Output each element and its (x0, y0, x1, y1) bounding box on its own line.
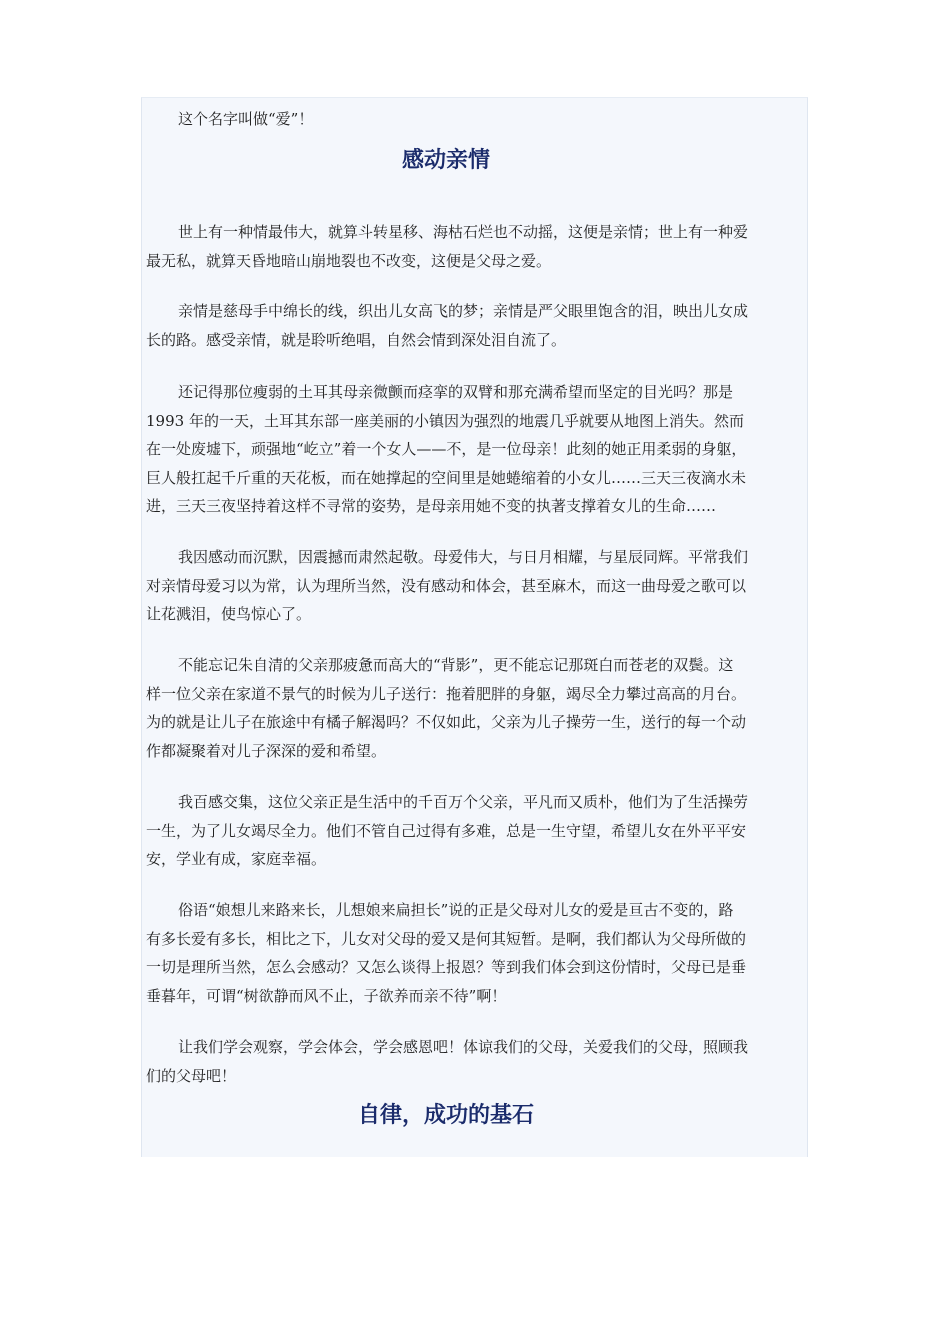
intro-line: 这个名字叫做“爱”！ (178, 110, 314, 128)
paragraph-line: 最无私，就算天昏地暗山崩地裂也不改变，这便是父母之爱。 (146, 251, 552, 270)
paragraph-line: 我百感交集，这位父亲正是生活中的千百万个父亲，平凡而又质朴，他们为了生活操劳 (178, 793, 749, 811)
paragraph-7 (146, 896, 746, 1010)
paragraph-line: 不能忘记朱自清的父亲那疲惫而高大的“背影”，更不能忘记那斑白而苍老的双鬓。这 (178, 656, 734, 674)
paragraph-line: 我因感动而沉默，因震撼而肃然起敬。母爱伟大，与日月相耀，与星辰同辉。平常我们 (178, 548, 749, 566)
paragraph-line: 巨人般扛起千斤重的天花板，而在她撑起的空间里是她蜷缩着的小女儿……三天三夜滴水未 (146, 468, 747, 487)
section-title-self-discipline: 自律，成功的基石 (357, 1103, 534, 1128)
paragraph-line: 进，三天三夜坚持着这样不寻常的姿势，是母亲用她不变的执著支撑着女儿的生命…… (146, 497, 717, 515)
paragraph-line: 让花溅泪，使鸟惊心了。 (146, 605, 312, 623)
paragraph-2 (146, 297, 748, 354)
paragraph-line: 对亲情母爱习以为常，认为理所当然，没有感动和体会，甚至麻木，而这一曲母爱之歌可以 (146, 576, 747, 595)
paragraph-line: 为的就是让儿子在旅途中有橘子解渴吗？不仅如此，父亲为儿子操劳一生，送行的每一个动 (146, 713, 747, 731)
paragraph-line: 1993 年的一天，土耳其东部一座美丽的小镇因为强烈的地震几乎就要从地图上消失。然而 (146, 411, 744, 430)
paragraph-line: 在一处废墟下，顽强地“屹立”着一个女人——不，是一位母亲！此刻的她正用柔弱的身躯， (146, 440, 747, 458)
paragraph-line: 让我们学会观察，学会体会，学会感恩吧！体谅我们的父母，关爱我们的父母，照顾我 (178, 1038, 749, 1056)
paragraph-line: 还记得那位瘦弱的土耳其母亲微颤而痉挛的双臂和那充满希望而坚定的目光吗？那是 (178, 383, 734, 401)
paragraph-line: 样一位父亲在家道不景气的时候为儿子送行：拖着肥胖的身躯，竭尽全力攀过高高的月台。 (146, 684, 747, 703)
paragraph-line: 俗语“娘想儿来路来长，儿想娘来扁担长”说的正是父母对儿女的爱是亘古不变的，路 (178, 901, 734, 919)
section-title-family-love: 感动亲情 (401, 148, 490, 173)
paragraph-line: 有多长爱有多长，相比之下，儿女对父母的爱又是何其短暂。是啊，我们都认为父母所做的 (146, 929, 747, 948)
paragraph-6 (146, 788, 748, 874)
paragraph-line: 长的路。感受亲情，就是聆听绝唱，自然会情到深处泪自流了。 (146, 330, 567, 349)
paragraph-line: 安，学业有成，家庭幸福。 (146, 850, 327, 868)
paragraph-line: 世上有一种情最伟大，就算斗转星移、海枯石烂也不动摇，这便是亲情；世上有一种爱 (178, 223, 749, 241)
paragraph-line: 作都凝聚着对儿子深深的爱和希望。 (146, 741, 387, 760)
paragraph-3 (146, 378, 746, 521)
paragraph-line: 们的父母吧！ (146, 1066, 237, 1085)
paragraph-line: 亲情是慈母手中绵长的线，织出儿女高飞的梦；亲情是严父眼里饱含的泪，映出儿女成 (178, 302, 749, 320)
paragraph-1 (146, 218, 748, 275)
paragraph-5 (146, 651, 746, 765)
paragraph-4 (146, 543, 748, 629)
paragraph-line: 一生，为了儿女竭尽全力。他们不管自己过得有多难，总是一生守望，希望儿女在外平平安 (146, 821, 747, 840)
paragraph-8 (146, 1033, 748, 1090)
article-panel (141, 97, 808, 1157)
paragraph-line: 一切是理所当然，怎么会感动？又怎么谈得上报恩？等到我们体会到这份情时，父母已是垂 (146, 958, 747, 976)
paragraph-line: 垂暮年，可谓“树欲静而风不止，子欲养而亲不待”啊！ (146, 986, 507, 1005)
